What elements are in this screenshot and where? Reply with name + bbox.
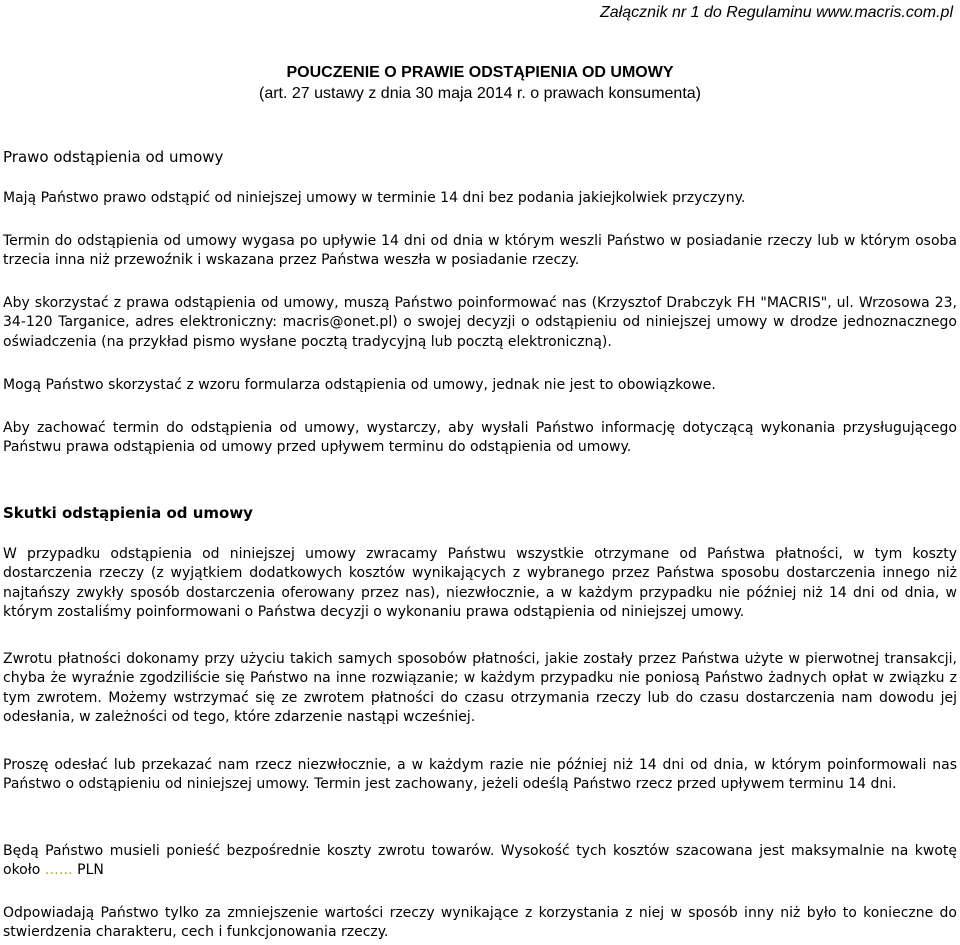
title-block <box>3 62 957 104</box>
currency-label: PLN <box>72 862 104 879</box>
section-heading-withdrawal-right: Prawo odstąpienia od umowy <box>3 148 224 166</box>
paragraph-liability: Odpowiadają Państwo tylko za zmniejszenie wartości rzeczy wynikające z korzystania z niej w sposób inny niż było to konieczne do stwierdzenia charakteru, cech i funkcjonowania rzeczy. <box>3 905 957 941</box>
amount-placeholder: …… <box>44 862 73 879</box>
paragraph-how-to-withdraw: Aby skorzystać z prawa odstąpienia od umowy, muszą Państwo poinformować nas (Krzysztof Drabczyk FH "MACRIS", ul. Wrzosowa 23, 34-120 Targanice, adres elektroniczny: macris@onet.pl) o swojej decyzji o odstąpieniu od niniejszej umowy w drodze jednoznacznego oświadczenia (na przykład pismo wysłane pocztą tradycyjną lub pocztą elektroniczną). <box>3 295 957 350</box>
paragraph-refund: W przypadku odstąpienia od niniejszej umowy zwracamy Państwu wszystkie otrzymane od Państwa płatności, w tym koszty dostarczenia rzeczy (z wyjątkiem dodatkowych kosztów wynikających z wybranego przez Państwa sposobu dostarczenia innego niż najtańszy zwykły sposób dostarczenia oferowany przez nas), niezwłocznie, a w każdym przypadku nie później niż 14 dni od dnia, w którym zostaliśmy poinformowani o Państwa decyzji o wykonaniu prawa odstąpienia od niniejszej umowy. <box>3 546 957 621</box>
paragraph-return-costs <box>3 842 957 881</box>
document-title: POUCZENIE O PRAWIE ODSTĄPIENIA OD UMOWY <box>286 64 674 81</box>
paragraph-withdrawal-period: Mają Państwo prawo odstąpić od niniejszej umowy w terminie 14 dni bez podania jakiejkolwiek przyczyny. <box>3 190 746 206</box>
return-costs-text: Będą Państwo musieli ponieść bezpośrednie koszty zwrotu towarów. Wysokość tych kosztów szacowana jest maksymalnie na kwotę około <box>3 843 957 879</box>
paragraph-refund-method: Zwrotu płatności dokonamy przy użyciu takich samych sposobów płatności, jakie zostały przez Państwa użyte w pierwotnej transakcji, chyba że wyraźnie zgodziliście się Państwo na inne rozwiązanie; w każdym przypadku nie poniosą Państwo żadnych opłat w związku z tym zwrotem. Możemy wstrzymać się ze zwrotem płatności do czasu otrzymania rzeczy lub do czasu dostarczenia nam dowodu jej odesłania, w zależności od tego, które zdarzenie nastąpi wcześniej. <box>3 651 957 726</box>
paragraph-return-goods: Proszę odesłać lub przekazać nam rzecz niezwłocznie, a w każdym razie nie później niż 14 dni od dnia, w którym poinformowali nas Państwo o odstąpieniu od niniejszej umowy. Termin jest zachowany, jeżeli odeślą Państwo rzecz przed upływem terminu 14 dni. <box>3 757 957 793</box>
attachment-note: Załącznik nr 1 do Regulaminu www.macris.com.pl <box>599 4 953 21</box>
section-heading-withdrawal-effects: Skutki odstąpienia od umowy <box>3 504 253 522</box>
paragraph-deadline: Termin do odstąpienia od umowy wygasa po upływie 14 dni od dnia w którym weszli Państwo w posiadanie rzeczy lub w którym osoba trzecia inna niż przewoźnik i wskazana przez Państwa weszła w posiadanie rzeczy. <box>3 233 957 269</box>
document-subtitle: (art. 27 ustawy z dnia 30 maja 2014 r. o prawach konsumenta) <box>258 85 701 102</box>
paragraph-form-template: Mogą Państwo skorzystać z wzoru formularza odstąpienia od umowy, jednak nie jest to obowiązkowe. <box>3 377 716 393</box>
paragraph-keep-deadline: Aby zachować termin do odstąpienia od umowy, wystarczy, aby wysłali Państwo informację dotyczącą wykonania przysługującego Państwu prawa odstąpienia od umowy przed upływem terminu do odstąpienia od umowy. <box>3 420 957 456</box>
